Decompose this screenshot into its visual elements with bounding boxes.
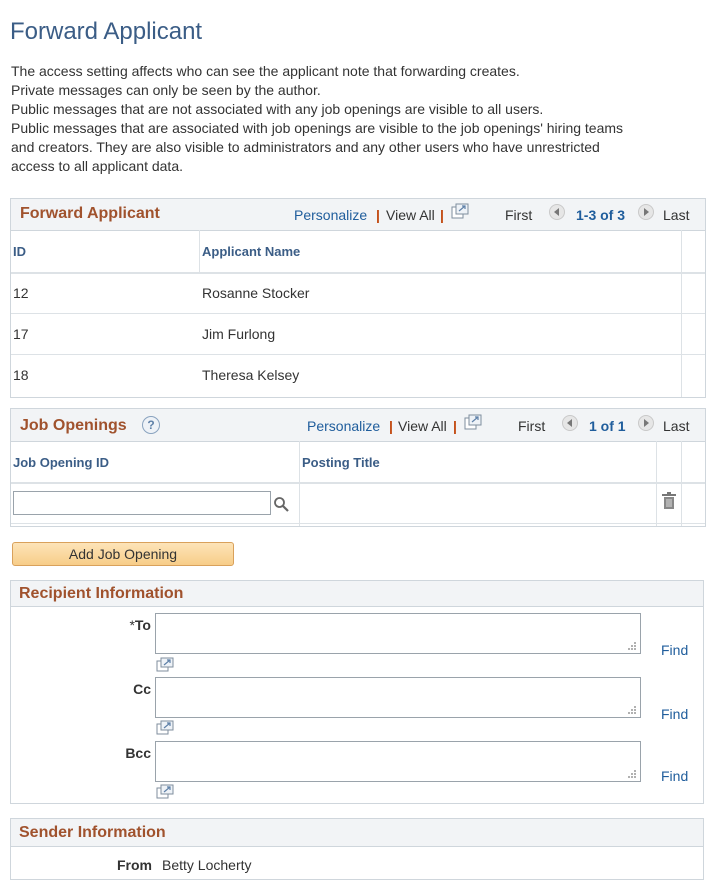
job-openings-grid bbox=[10, 408, 706, 527]
applicant-name: Theresa Kelsey bbox=[202, 367, 300, 383]
job-opening-id-input[interactable] bbox=[13, 491, 271, 515]
help-icon[interactable]: ? bbox=[142, 416, 160, 434]
column-header-id: ID bbox=[13, 244, 26, 259]
next-arrow-icon[interactable] bbox=[638, 415, 654, 431]
applicant-id: 18 bbox=[13, 367, 29, 383]
expand-field-icon[interactable] bbox=[156, 720, 174, 735]
cc-field[interactable] bbox=[155, 677, 641, 718]
cc-label: Cc bbox=[133, 681, 151, 697]
recipient-information-section bbox=[10, 580, 704, 804]
page-title: Forward Applicant bbox=[10, 18, 203, 45]
first-link[interactable]: First bbox=[505, 207, 533, 223]
cc-find-link[interactable]: Find bbox=[661, 706, 689, 722]
forward-applicant-grid bbox=[10, 198, 706, 398]
column-header-applicant-name: Applicant Name bbox=[202, 244, 301, 259]
grid-title: Forward Applicant bbox=[20, 205, 160, 222]
resize-grip-icon[interactable] bbox=[627, 705, 637, 715]
prev-arrow-icon[interactable] bbox=[562, 415, 578, 431]
section-title: Sender Information bbox=[19, 824, 166, 841]
section-title: Recipient Information bbox=[19, 585, 184, 602]
bcc-find-link[interactable]: Find bbox=[661, 768, 689, 784]
applicant-name: Jim Furlong bbox=[202, 326, 276, 342]
row-range: 1 of 1 bbox=[589, 418, 626, 434]
intro-text: The access setting affects who can see the applicant note that forwarding creates. Private messages can only be seen by the author. Public messages that are not associated with any job openings are visible to all users. Public messages that are associated with job openings are visible to the job openings' hiring teams and creators. They are also visible to administrators and any other users who have unrestricted access to all applicant data. bbox=[11, 63, 624, 174]
resize-grip-icon[interactable] bbox=[627, 641, 637, 651]
prev-arrow-icon[interactable] bbox=[549, 204, 565, 220]
to-label bbox=[91, 617, 151, 633]
grid-popout-icon[interactable] bbox=[451, 203, 469, 219]
personalize-link[interactable]: Personalize bbox=[307, 418, 381, 434]
grid-popout-icon[interactable] bbox=[464, 414, 482, 430]
row-range: 1-3 of 3 bbox=[576, 207, 626, 223]
column-header-job-opening-id: Job Opening ID bbox=[13, 455, 110, 470]
from-value: Betty Locherty bbox=[162, 857, 252, 873]
applicant-id: 12 bbox=[13, 285, 29, 301]
lookup-magnifier-icon[interactable] bbox=[273, 496, 289, 512]
applicant-id: 17 bbox=[13, 326, 29, 342]
to-field[interactable] bbox=[155, 613, 641, 654]
bcc-field[interactable] bbox=[155, 741, 641, 782]
last-link[interactable]: Last bbox=[663, 207, 690, 223]
delete-trash-icon[interactable] bbox=[661, 492, 677, 510]
bcc-label: Bcc bbox=[125, 745, 151, 761]
resize-grip-icon[interactable] bbox=[627, 769, 637, 779]
expand-field-icon[interactable] bbox=[156, 657, 174, 672]
to-label-text: To bbox=[134, 617, 151, 633]
nav-separator: | bbox=[389, 418, 393, 434]
last-link[interactable]: Last bbox=[663, 418, 690, 434]
view-all-link[interactable]: View All bbox=[398, 418, 447, 434]
grid-title: Job Openings bbox=[20, 417, 127, 434]
to-find-link[interactable]: Find bbox=[661, 642, 689, 658]
required-marker: * bbox=[129, 617, 135, 633]
nav-separator: | bbox=[453, 418, 457, 434]
next-arrow-icon[interactable] bbox=[638, 204, 654, 220]
first-link[interactable]: First bbox=[518, 418, 546, 434]
column-header-posting-title: Posting Title bbox=[302, 455, 380, 470]
applicant-name: Rosanne Stocker bbox=[202, 285, 310, 301]
nav-separator: | bbox=[376, 207, 380, 223]
expand-field-icon[interactable] bbox=[156, 784, 174, 799]
view-all-link[interactable]: View All bbox=[386, 207, 435, 223]
personalize-link[interactable]: Personalize bbox=[294, 207, 368, 223]
from-label: From bbox=[117, 857, 152, 873]
nav-separator: | bbox=[440, 207, 444, 223]
sender-information-section bbox=[10, 818, 704, 880]
add-job-opening-button[interactable]: Add Job Opening bbox=[12, 542, 234, 566]
